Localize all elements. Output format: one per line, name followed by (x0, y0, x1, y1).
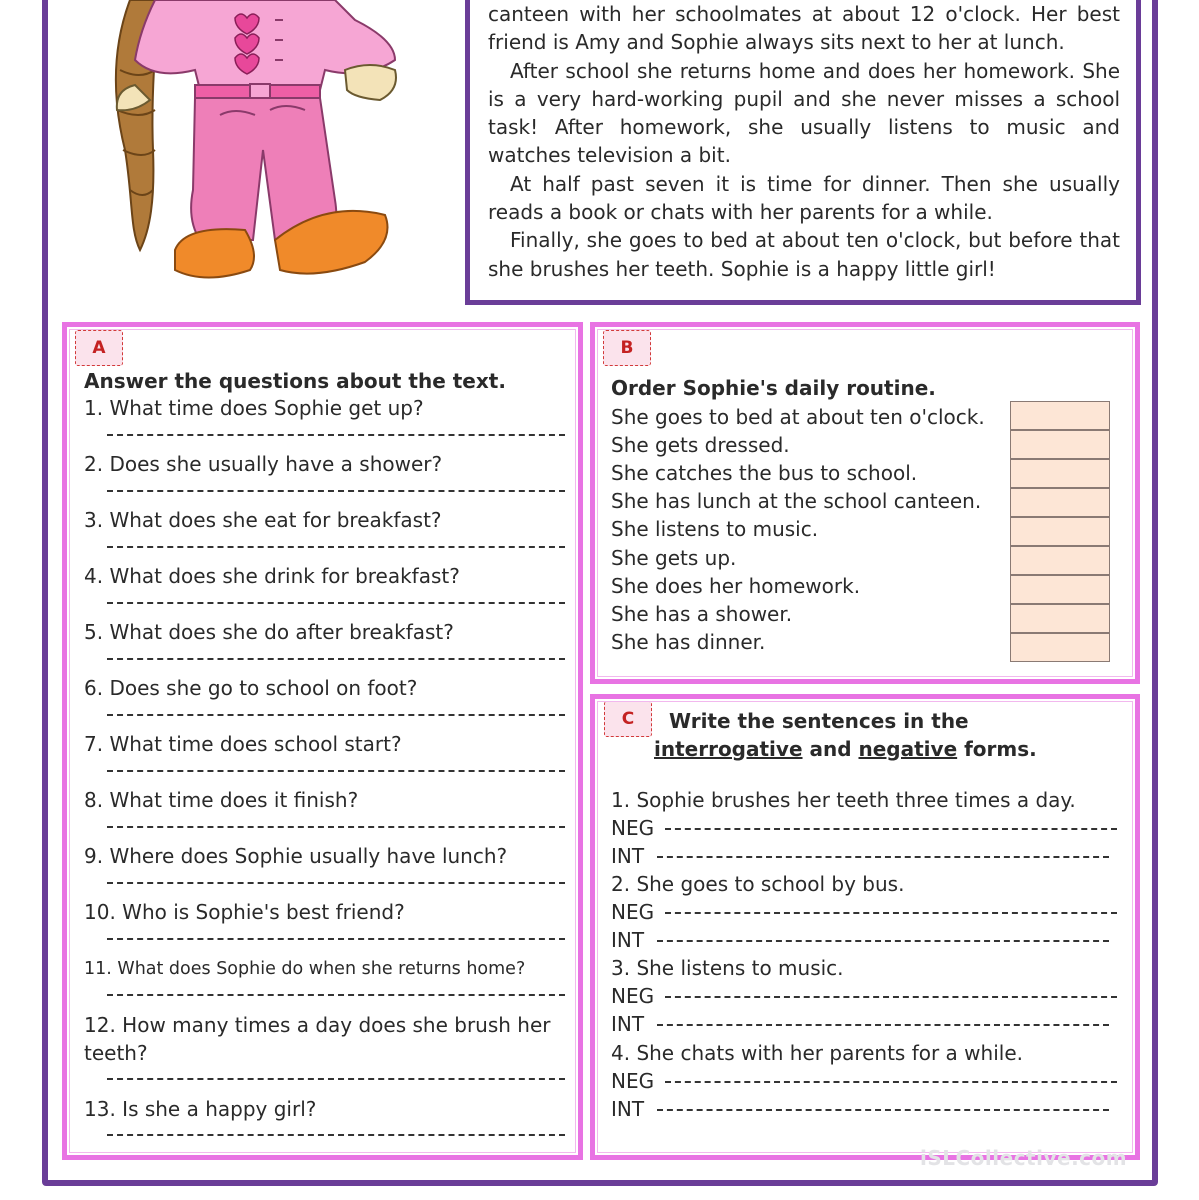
int-label: INT (611, 844, 645, 868)
question-10: 10. Who is Sophie's best friend? (84, 900, 405, 924)
order-box[interactable] (1010, 575, 1110, 604)
routine-item: She gets up. (611, 546, 737, 570)
neg-answer-line[interactable] (665, 828, 1117, 830)
answer-line-2[interactable] (107, 490, 565, 492)
order-box[interactable] (1010, 633, 1110, 662)
order-box[interactable] (1010, 401, 1110, 430)
reading-paragraph: At half past seven it is time for dinner. Then she usually reads a book or chats with her parents for a while. (488, 171, 1120, 225)
section-c-title-line1: Write the sentences in the (669, 709, 969, 733)
routine-item: She has a shower. (611, 602, 793, 626)
answer-line-13[interactable] (107, 1134, 565, 1136)
question-11: 11. What does Sophie do when she returns home? (84, 959, 526, 979)
question-5: 5. What does she do after breakfast? (84, 620, 454, 644)
watermark: iSLCollective.com (920, 1146, 1128, 1170)
section-a-title: Answer the questions about the text. (84, 369, 506, 393)
title-end: forms. (957, 737, 1037, 761)
reading-paragraph: After school she returns home and does her homework. She is a very hard-working pupil and she never misses a school task! After homework, she usually listens to music and watches television a bit. (488, 58, 1120, 168)
reading-text-box (465, 0, 1141, 305)
question-6: 6. Does she go to school on foot? (84, 676, 418, 700)
answer-line-3[interactable] (107, 546, 565, 548)
answer-line-7[interactable] (107, 770, 565, 772)
section-a-panel (62, 322, 583, 1160)
int-answer-line[interactable] (657, 856, 1109, 858)
negative-word: negative (858, 737, 958, 761)
int-label: INT (611, 928, 645, 952)
question-3: 3. What does she eat for breakfast? (84, 508, 442, 532)
section-b-title: Order Sophie's daily routine. (611, 376, 936, 400)
question-13: 13. Is she a happy girl? (84, 1097, 317, 1121)
question-4: 4. What does she drink for breakfast? (84, 564, 460, 588)
neg-answer-line[interactable] (665, 996, 1117, 998)
answer-line-9[interactable] (107, 882, 565, 884)
section-b-badge: B (603, 330, 651, 366)
question-12-cont: teeth? (84, 1041, 148, 1065)
section-a-badge: A (75, 330, 123, 366)
routine-item: She gets dressed. (611, 433, 790, 457)
sophie-illustration (95, 0, 415, 300)
section-c-title-line2 (654, 737, 1037, 761)
answer-line-8[interactable] (107, 826, 565, 828)
int-label: INT (611, 1097, 645, 1121)
neg-answer-line[interactable] (665, 1081, 1117, 1083)
reading-paragraph: canteen with her schoolmates at about 12 o'clock. Her best friend is Amy and Sophie always sits next to her at lunch. (488, 2, 1120, 55)
neg-label: NEG (611, 984, 655, 1008)
order-box[interactable] (1010, 488, 1110, 517)
sentence-3: 3. She listens to music. (611, 956, 844, 980)
question-1: 1. What time does Sophie get up? (84, 396, 424, 420)
question-8: 8. What time does it finish? (84, 788, 359, 812)
order-box[interactable] (1010, 546, 1110, 575)
question-9: 9. Where does Sophie usually have lunch? (84, 844, 508, 868)
answer-line-6[interactable] (107, 714, 565, 716)
neg-label: NEG (611, 816, 655, 840)
routine-item: She goes to bed at about ten o'clock. (611, 405, 985, 429)
title-and: and (802, 737, 859, 761)
reading-paragraph: Finally, she goes to bed at about ten o'clock, but before that she brushes her teeth. Sophie is a happy little girl! (488, 228, 1120, 281)
section-c-panel (590, 694, 1140, 1160)
routine-item: She has lunch at the school canteen. (611, 489, 982, 513)
order-box[interactable] (1010, 517, 1110, 546)
order-box[interactable] (1010, 430, 1110, 459)
sentence-2: 2. She goes to school by bus. (611, 872, 905, 896)
int-answer-line[interactable] (657, 1024, 1109, 1026)
sentence-1: 1. Sophie brushes her teeth three times a day. (611, 788, 1076, 812)
answer-line-12[interactable] (107, 1078, 565, 1080)
routine-item: She has dinner. (611, 630, 766, 654)
routine-item: She listens to music. (611, 517, 819, 541)
int-label: INT (611, 1012, 645, 1036)
routine-item: She catches the bus to school. (611, 461, 918, 485)
answer-line-5[interactable] (107, 658, 565, 660)
sentence-4: 4. She chats with her parents for a while. (611, 1041, 1023, 1065)
question-12: 12. How many times a day does she brush her (84, 1013, 551, 1037)
neg-answer-line[interactable] (665, 912, 1117, 914)
neg-label: NEG (611, 900, 655, 924)
question-7: 7. What time does school start? (84, 732, 402, 756)
section-c-badge: C (604, 701, 652, 737)
neg-label: NEG (611, 1069, 655, 1093)
answer-line-10[interactable] (107, 938, 565, 940)
answer-line-4[interactable] (107, 602, 565, 604)
answer-line-1[interactable] (107, 434, 565, 436)
routine-item: She does her homework. (611, 574, 861, 598)
order-box[interactable] (1010, 604, 1110, 633)
interrogative-word: interrogative (654, 737, 803, 761)
question-2: 2. Does she usually have a shower? (84, 452, 443, 476)
answer-line-11[interactable] (107, 994, 565, 996)
int-answer-line[interactable] (657, 940, 1109, 942)
int-answer-line[interactable] (657, 1109, 1109, 1111)
section-b-panel (590, 322, 1140, 684)
order-box[interactable] (1010, 459, 1110, 488)
